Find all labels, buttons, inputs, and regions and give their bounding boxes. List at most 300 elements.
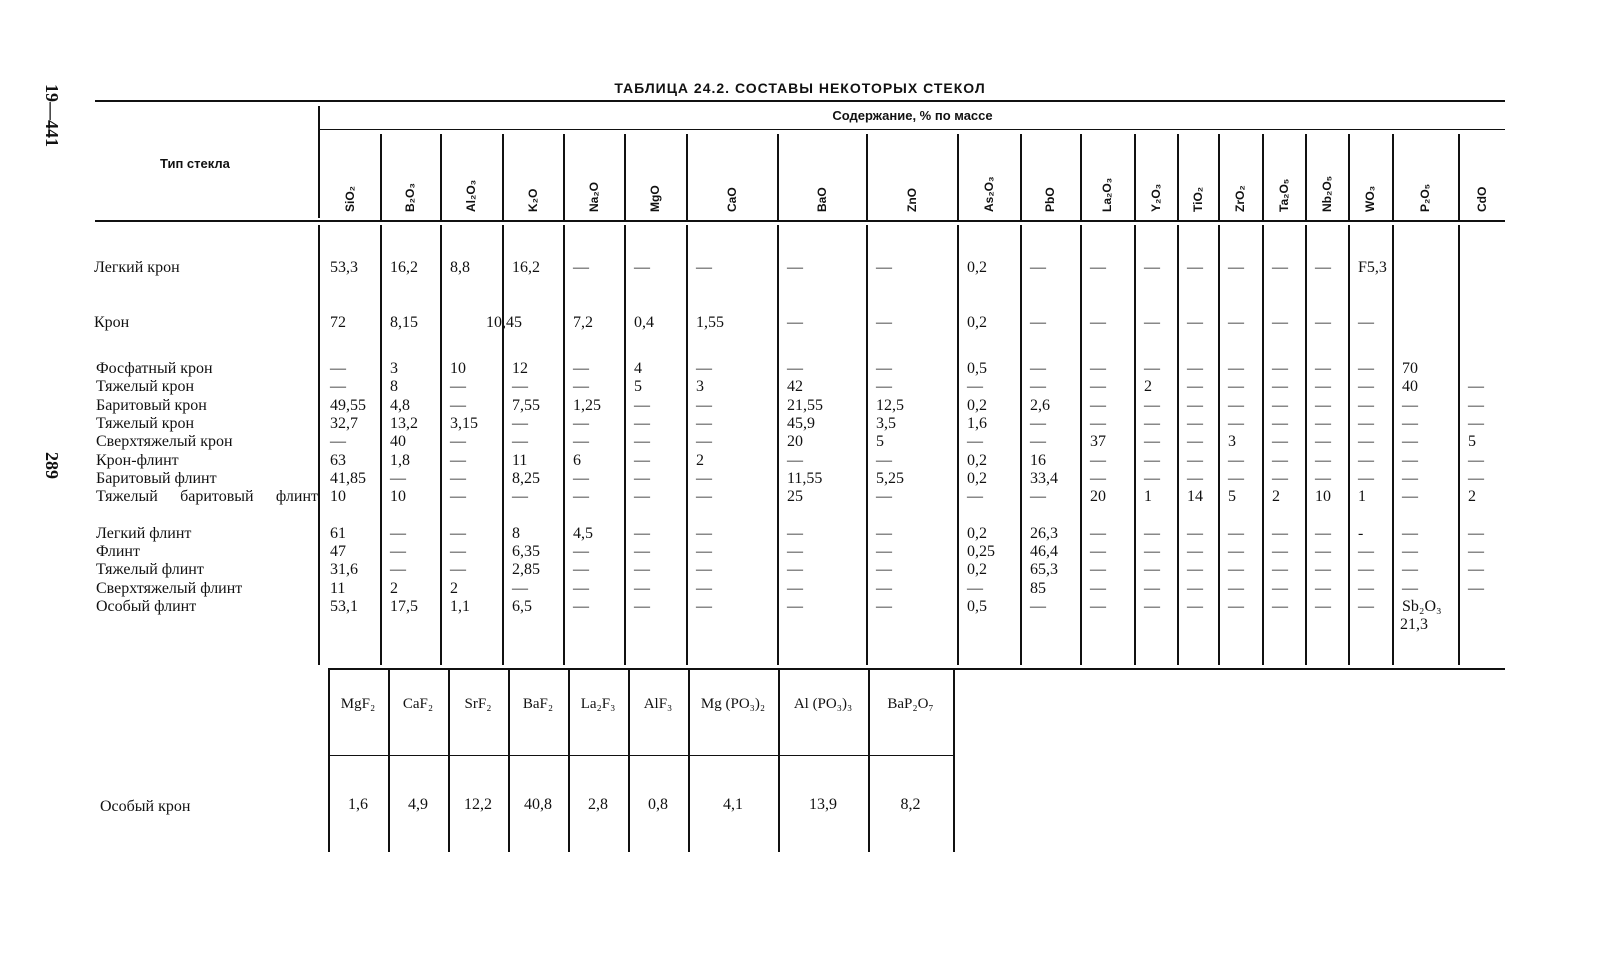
table-cell: 0,2 [967, 470, 987, 487]
table-cell: — [512, 415, 528, 432]
table-cell: 0,4 [634, 314, 654, 331]
table-cell: — [634, 470, 650, 487]
table-cell: — [1090, 561, 1106, 578]
table-cell: — [1358, 470, 1374, 487]
table-cell: — [1228, 360, 1244, 377]
page-number: 289 [42, 452, 62, 479]
table-cell: — [696, 259, 712, 276]
table-cell: — [1090, 525, 1106, 542]
table-cell: — [1272, 525, 1288, 542]
table-cell: — [1315, 543, 1331, 560]
col-body-line-10 [1020, 225, 1022, 665]
special-column-header: Al (PO₃)₃ [793, 696, 853, 712]
table-cell: — [1402, 397, 1418, 414]
table-cell: — [967, 488, 983, 505]
column-header: WO₃ [1363, 185, 1377, 212]
table-cell: 3 [696, 378, 704, 395]
table-cell: — [573, 360, 589, 377]
table-cell: — [876, 452, 892, 469]
table-cell: — [573, 598, 589, 615]
table-cell: 11 [512, 452, 528, 469]
type-header: Тип стекла [160, 156, 230, 171]
table-cell: — [1358, 314, 1374, 331]
table-cell: — [1228, 259, 1244, 276]
table-cell: 17,5 [390, 598, 418, 615]
table-cell: — [1228, 598, 1244, 615]
column-header: Na₂O [586, 181, 601, 212]
table-cell: 4 [634, 360, 642, 377]
table-cell: — [1468, 543, 1484, 560]
col-body-line-9 [957, 225, 959, 665]
table-cell: 85 [1030, 580, 1046, 597]
table-cell: — [512, 488, 528, 505]
table-cell: — [330, 378, 346, 395]
table-cell: — [787, 598, 803, 615]
table-cell: 1 [1144, 488, 1152, 505]
column-header: SiO₂ [343, 185, 357, 212]
table-cell: 2 [450, 580, 458, 597]
table-cell: 46,4 [1030, 543, 1058, 560]
table-cell: — [1315, 452, 1331, 469]
table-cell: — [390, 561, 406, 578]
table-cell: 45,9 [787, 415, 815, 432]
table-cell: 12,5 [876, 397, 904, 414]
table-cell: - [1358, 525, 1364, 542]
table-cell: — [1358, 580, 1374, 597]
column-header: CaO [724, 187, 739, 212]
table-cell: — [1315, 470, 1331, 487]
table-cell: — [634, 452, 650, 469]
table-cell: — [1358, 561, 1374, 578]
row-label: Фосфатный крон [96, 360, 213, 377]
column-header: CdO [1474, 186, 1489, 212]
col-header-line-4 [563, 134, 565, 220]
col-header-line-16 [1305, 134, 1307, 220]
table-cell: — [1402, 470, 1418, 487]
column-header: K₂O [525, 188, 540, 212]
table-cell: — [1402, 543, 1418, 560]
table-cell: 8,8 [450, 259, 470, 276]
table-cell: — [1468, 397, 1484, 414]
table-cell: — [450, 470, 466, 487]
rule-top [95, 100, 1505, 102]
table-cell: — [1090, 259, 1106, 276]
table-cell: 21,3 [1400, 616, 1428, 633]
table-cell: — [1144, 415, 1160, 432]
table-cell: 0,5 [967, 360, 987, 377]
table-cell: 4,5 [573, 525, 593, 542]
table-cell: 3 [1228, 433, 1236, 450]
table-cell: — [1272, 561, 1288, 578]
table-cell: — [876, 259, 892, 276]
table-cell: — [1402, 433, 1418, 450]
special-row-label: Особый крон [100, 798, 191, 815]
col-header-line-9 [957, 134, 959, 220]
table-cell: — [1030, 598, 1046, 615]
row-label: Тяжелый баритовый флинт [96, 488, 318, 505]
table-cell: — [1315, 397, 1331, 414]
table-cell: — [1144, 525, 1160, 542]
table-cell: — [1090, 580, 1106, 597]
rule-content [320, 129, 1505, 130]
table-cell: — [787, 580, 803, 597]
table-cell: — [634, 543, 650, 560]
col-body-line-17 [1348, 225, 1350, 665]
col-header-line-2 [440, 134, 442, 220]
table-cell: — [634, 415, 650, 432]
col-body-line-18 [1392, 225, 1394, 665]
table-cell: — [1358, 415, 1374, 432]
col-header-line-17 [1348, 134, 1350, 220]
row-label: Крон-флинт [96, 452, 179, 469]
table-cell: — [1187, 360, 1203, 377]
col-header-line-10 [1020, 134, 1022, 220]
table-cell: — [1315, 415, 1331, 432]
table-cell: — [1144, 259, 1160, 276]
table-cell: — [450, 452, 466, 469]
table-cell: F5,3 [1358, 259, 1387, 276]
table-cell: — [573, 488, 589, 505]
table-cell: 16,2 [390, 259, 418, 276]
special-cell: 13,9 [809, 796, 837, 813]
table-cell: 0,5 [967, 598, 987, 615]
table-cell: 53,3 [330, 259, 358, 276]
table-cell: 12 [512, 360, 528, 377]
table-cell: — [573, 259, 589, 276]
table-cell: — [1272, 360, 1288, 377]
table-cell: — [1315, 561, 1331, 578]
table-cell: — [696, 397, 712, 414]
table-cell: — [696, 525, 712, 542]
table-cell: — [876, 488, 892, 505]
row-label: Баритовый крон [96, 397, 207, 414]
table-cell: — [1187, 415, 1203, 432]
table-cell: 2,6 [1030, 397, 1050, 414]
table-cell: — [450, 397, 466, 414]
table-cell: 1,55 [696, 314, 724, 331]
col-header-line-11 [1080, 134, 1082, 220]
table-cell: — [1090, 360, 1106, 377]
table-cell: 10 [390, 488, 406, 505]
table-cell: 40 [1402, 378, 1418, 395]
table-cell: — [634, 561, 650, 578]
col-header-line-8 [866, 134, 868, 220]
special-cell: 40,8 [524, 796, 552, 813]
col-header-line-12 [1134, 134, 1136, 220]
table-cell: — [1272, 314, 1288, 331]
table-cell: — [1468, 470, 1484, 487]
table-cell: — [1315, 360, 1331, 377]
row-label: Крон [94, 314, 130, 331]
side-code: 19—441 [42, 84, 62, 147]
table-cell: — [876, 378, 892, 395]
table-cell: — [634, 525, 650, 542]
table-cell: — [450, 378, 466, 395]
table-cell: — [1228, 397, 1244, 414]
table-cell: — [390, 470, 406, 487]
table-cell: 1,25 [573, 397, 601, 414]
table-cell: 1,1 [450, 598, 470, 615]
table-cell: — [1187, 580, 1203, 597]
table-cell: — [1315, 598, 1331, 615]
table-cell: — [1187, 259, 1203, 276]
special-cell: 4,9 [408, 796, 428, 813]
row-label: Легкий крон [94, 259, 180, 276]
table-cell: 0,2 [967, 452, 987, 469]
table-cell: — [876, 360, 892, 377]
table-cell: — [1228, 378, 1244, 395]
table-cell: — [1030, 314, 1046, 331]
table-cell: — [1358, 452, 1374, 469]
table-cell: 10,45 [486, 314, 522, 331]
column-header: Nb₂O₅ [1319, 175, 1334, 212]
col-body-line-7 [777, 225, 779, 665]
table-cell: 7,55 [512, 397, 540, 414]
table-cell: 53,1 [330, 598, 358, 615]
col-body-line-12 [1134, 225, 1136, 665]
table-cell: — [573, 470, 589, 487]
col-body-line-8 [866, 225, 868, 665]
table-cell: — [1315, 525, 1331, 542]
table-cell: 5 [1468, 433, 1476, 450]
table-cell: — [1187, 378, 1203, 395]
table-cell: — [696, 415, 712, 432]
table-cell: — [1090, 397, 1106, 414]
table-cell: 1,8 [390, 452, 410, 469]
table-cell: — [696, 580, 712, 597]
column-header: PbO [1043, 187, 1057, 212]
table-cell: 16,2 [512, 259, 540, 276]
column-header: ZrO₂ [1233, 185, 1247, 212]
table-cell: — [1468, 561, 1484, 578]
table-cell: 0,2 [967, 397, 987, 414]
table-cell: — [1090, 470, 1106, 487]
table-cell: — [1187, 470, 1203, 487]
col-body-line-4 [563, 225, 565, 665]
table-cell: — [1187, 561, 1203, 578]
table-cell: — [573, 378, 589, 395]
special-col-line-9 [953, 670, 955, 852]
table-cell: 8 [390, 378, 398, 395]
table-cell: — [1272, 378, 1288, 395]
table-cell: — [876, 561, 892, 578]
table-cell: 11 [330, 580, 346, 597]
table-cell: — [1402, 561, 1418, 578]
special-column-header: BaF₂ [522, 696, 554, 712]
table-cell: — [1358, 397, 1374, 414]
table-cell: — [1187, 452, 1203, 469]
table-cell: — [876, 543, 892, 560]
table-cell: — [450, 488, 466, 505]
table-cell: 5 [634, 378, 642, 395]
table-cell: — [1272, 580, 1288, 597]
table-cell: — [573, 415, 589, 432]
table-cell: — [330, 433, 346, 450]
table-cell: — [787, 259, 803, 276]
col-header-line-6 [686, 134, 688, 220]
table-cell: — [1144, 433, 1160, 450]
table-cell: — [450, 525, 466, 542]
table-cell: — [1402, 415, 1418, 432]
table-cell: — [634, 433, 650, 450]
table-cell: — [1144, 470, 1160, 487]
special-cell: 12,2 [464, 796, 492, 813]
table-cell: 49,55 [330, 397, 366, 414]
table-cell: — [1090, 452, 1106, 469]
row-label: Особый флинт [96, 598, 197, 615]
table-cell: 3,5 [876, 415, 896, 432]
table-cell: — [1228, 470, 1244, 487]
table-cell: — [1402, 488, 1418, 505]
table-cell: 70 [1402, 360, 1418, 377]
table-cell: 16 [1030, 452, 1046, 469]
rule-special-header [328, 755, 953, 756]
table-cell: — [634, 580, 650, 597]
column-header: TiO₂ [1190, 186, 1205, 212]
table-cell: — [1272, 259, 1288, 276]
table-cell: 6,5 [512, 598, 532, 615]
table-cell: 1 [1358, 488, 1366, 505]
special-column-header: MgF₂ [340, 696, 376, 712]
table-cell: 65,3 [1030, 561, 1058, 578]
table-cell: — [1144, 543, 1160, 560]
table-cell: — [573, 433, 589, 450]
table-cell: 6 [573, 452, 581, 469]
table-cell: Sb₂O₃ [1402, 598, 1442, 615]
table-cell: — [1358, 543, 1374, 560]
special-cell: 0,8 [648, 796, 668, 813]
table-cell: — [1187, 598, 1203, 615]
row-label: Тяжелый флинт [96, 561, 204, 578]
table-cell: — [787, 452, 803, 469]
table-cell: 1,6 [967, 415, 987, 432]
table-cell: — [1228, 525, 1244, 542]
table-cell: — [696, 543, 712, 560]
rule-header-bottom [95, 220, 1505, 222]
table-cell: — [634, 488, 650, 505]
column-header: MgO [648, 185, 662, 212]
row-label: Сверхтяжелый крон [96, 433, 233, 450]
table-cell: 10 [450, 360, 466, 377]
col-body-line-14 [1218, 225, 1220, 665]
table-cell: — [1358, 378, 1374, 395]
table-cell: — [787, 543, 803, 560]
col-body-line-1 [380, 225, 382, 665]
table-cell: 33,4 [1030, 470, 1058, 487]
table-cell: — [787, 360, 803, 377]
table-cell: 10 [330, 488, 346, 505]
table-cell: — [1468, 580, 1484, 597]
table-cell: 32,7 [330, 415, 358, 432]
table-cell: — [787, 314, 803, 331]
table-cell: — [1272, 433, 1288, 450]
table-cell: — [390, 525, 406, 542]
table-cell: — [1402, 525, 1418, 542]
table-cell: — [634, 397, 650, 414]
col-body-line-2 [440, 225, 442, 665]
table-cell: — [1402, 452, 1418, 469]
table-cell: — [1030, 433, 1046, 450]
special-cell: 8,2 [900, 796, 921, 813]
table-cell: 0,2 [967, 314, 987, 331]
table-cell: — [1187, 543, 1203, 560]
table-cell: 72 [330, 314, 346, 331]
table-cell: — [787, 561, 803, 578]
col-header-line-7 [777, 134, 779, 220]
row-label: Баритовый флинт [96, 470, 217, 487]
table-cell: — [1144, 452, 1160, 469]
table-cell: — [1090, 415, 1106, 432]
table-cell: — [1228, 452, 1244, 469]
row-label: Легкий флинт [96, 525, 192, 542]
table-cell: 8,25 [512, 470, 540, 487]
table-cell: — [876, 598, 892, 615]
content-header: Содержание, % по массе [832, 108, 993, 123]
table-cell: — [1090, 314, 1106, 331]
col-header-line-18 [1392, 134, 1394, 220]
col-body-line-13 [1177, 225, 1179, 665]
col-header-line-13 [1177, 134, 1179, 220]
table-cell: — [1315, 433, 1331, 450]
col-header-line-1 [380, 134, 382, 220]
table-cell: — [1030, 488, 1046, 505]
table-cell: 26,3 [1030, 525, 1058, 542]
table-cell: — [1228, 314, 1244, 331]
table-cell: — [1030, 259, 1046, 276]
table-cell: — [1090, 543, 1106, 560]
table-cell: — [1144, 360, 1160, 377]
table-cell: 8 [512, 525, 520, 542]
col-body-line-16 [1305, 225, 1307, 665]
table-cell: — [1144, 314, 1160, 331]
column-header: P₂O₅ [1418, 183, 1432, 212]
table-cell: — [787, 525, 803, 542]
special-column-header: La₂F₃ [580, 696, 616, 712]
table-cell: — [1228, 543, 1244, 560]
table-cell: — [1030, 378, 1046, 395]
table-cell: — [1272, 415, 1288, 432]
table-cell: — [696, 488, 712, 505]
table-cell: — [1228, 561, 1244, 578]
table-cell: 4,8 [390, 397, 410, 414]
special-column-header: AlF₃ [643, 696, 673, 712]
table-cell: — [696, 433, 712, 450]
table-cell: — [1272, 397, 1288, 414]
table-cell: 61 [330, 525, 346, 542]
table-cell: — [696, 561, 712, 578]
table-cell: 41,85 [330, 470, 366, 487]
table-cell: — [1272, 598, 1288, 615]
table-cell: 0,2 [967, 525, 987, 542]
table-cell: — [573, 543, 589, 560]
table-cell: 5,25 [876, 470, 904, 487]
table-cell: — [1272, 452, 1288, 469]
table-cell: — [1315, 259, 1331, 276]
col-header-line-5 [624, 134, 626, 220]
table-title: ТАБЛИЦА 24.2. СОСТАВЫ НЕКОТОРЫХ СТЕКОЛ [614, 80, 986, 96]
table-cell: — [1228, 580, 1244, 597]
table-cell: 2 [1144, 378, 1152, 395]
col-body-line-5 [624, 225, 626, 665]
col-header-line-15 [1262, 134, 1264, 220]
table-cell: 10 [1315, 488, 1331, 505]
column-header: Y₂O₃ [1148, 183, 1163, 212]
col-header-line-14 [1218, 134, 1220, 220]
special-column-header: SrF₂ [464, 696, 492, 712]
table-cell: — [573, 580, 589, 597]
table-cell: 25 [787, 488, 803, 505]
special-column-header: Mg (PO₃)₂ [700, 696, 766, 712]
